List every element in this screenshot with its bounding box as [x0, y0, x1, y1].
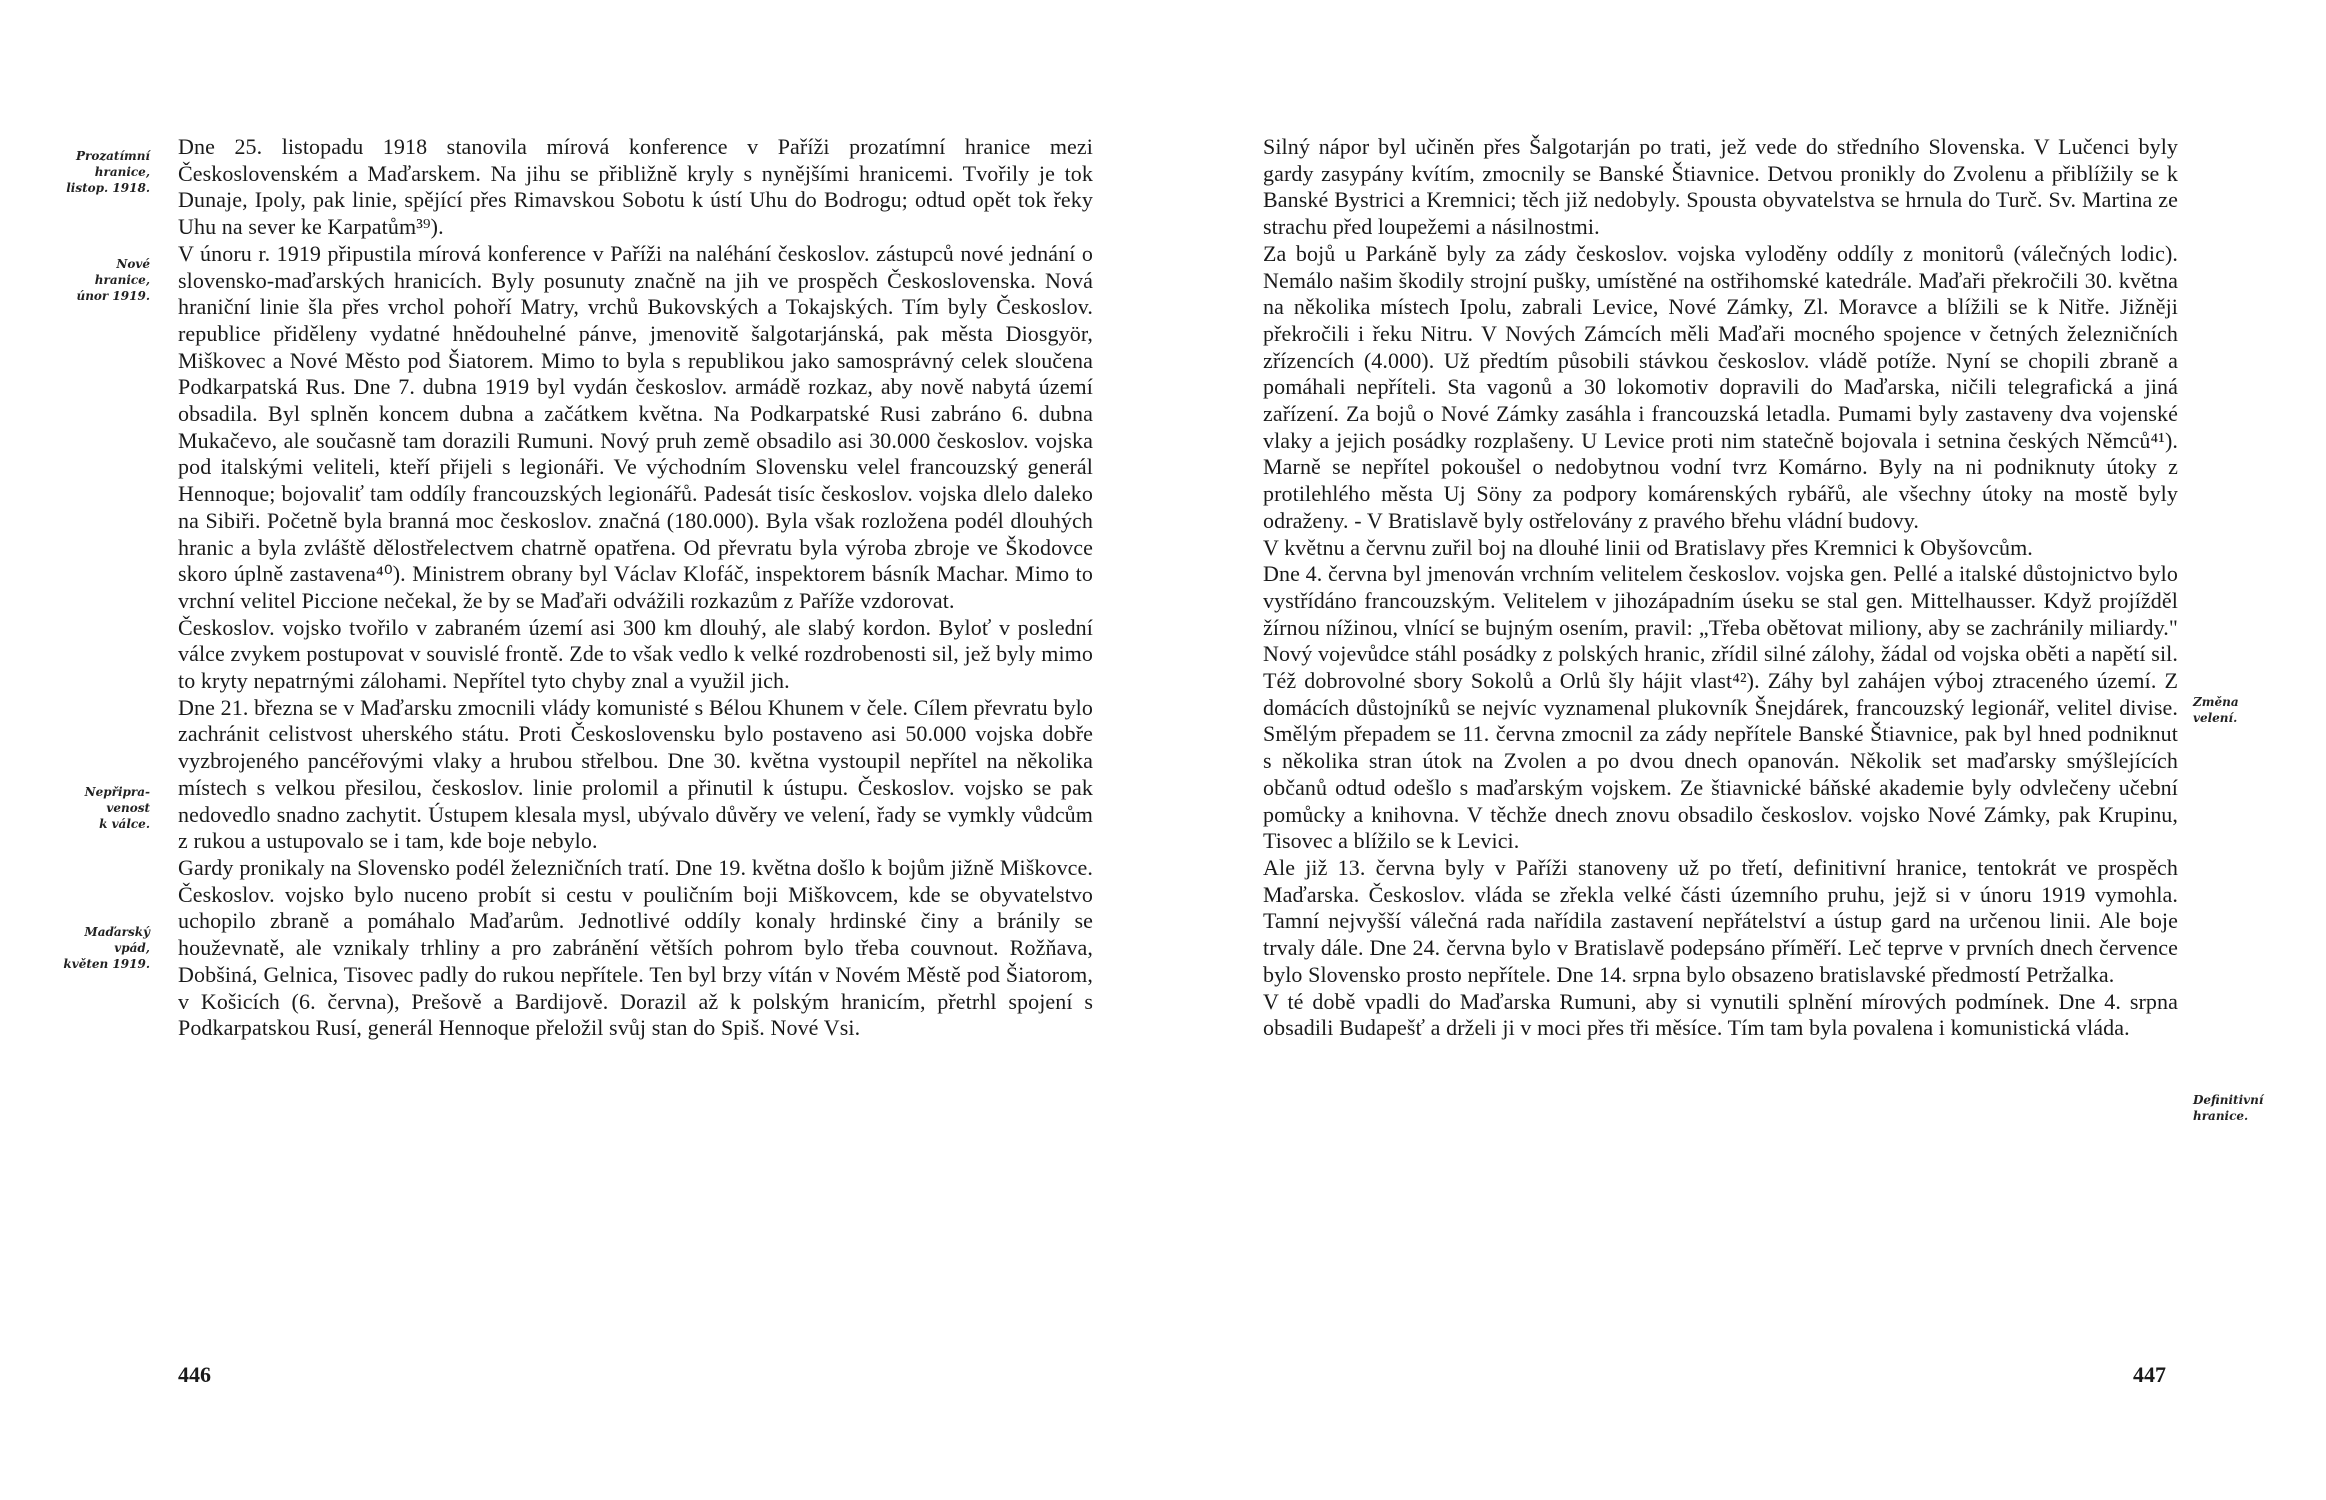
page-number: 446 [178, 1362, 211, 1387]
margin-note-provisional-borders: Prozatímní hranice, listop. 1918. [66, 149, 150, 195]
paragraph: Za bojů u Parkáně byly za zády českoslov. vojska vyloděny oddíly z monitorů (válečných lodic). Nemálo našim škodily strojní pušky, umístěné na ostřihomské katedrále. Maďaři překročili 30. května na několika místech Ipolu, zabrali Levice, Nové Zámky, Zl. Moravce a blížili se k Nitře. Jižněji překročili i řeku Nitru. V Nových Zámcích měli Maďaři mocného spojence v četných železničních zřízencích (4.000). Už předtím působili stávkou českoslov. vládě potíže. Nyní se chopili zbraně a pomáhali nepříteli. Sta vagonů a 30 lokomotiv dopravili do Maďarska, ničili telegrafická a jiná zařízení. Za bojů o Nové Zámky zasáhla i francouzská letadla. Pumami byly zastaveny dva vojenské vlaky a jejich posádky rozplašeny. U Levice proti nim statečně bojovala i setnina českých Němců⁴¹). Marně se nepřítel pokoušel o nedobytnou vodní tvrz Komárno. Byly na ni podniknuty útoky z protilehlého města Uj Söny za podpory komárenských rybářů, ale všechny útoky na mostě byly odraženy. - V Bratislavě byly ostřelovány z pravého břehu vládní budovy. [1263, 240, 2178, 533]
paragraph: Českoslov. vojsko tvořilo v zabraném území asi 300 km dlouhý, ale slabý kordon. Byloť v poslední válce zvykem postupovat v souvislé frontě. Zde to však vedlo k velké rozdrobenosti sil, jež byly mimo to kryty nepatrnými zálohami. Nepřítel tyto chyby znal a využil jich. [178, 614, 1093, 694]
margin-note-hungarian-invasion: Maďarský vpád, květen 1919. [63, 925, 150, 971]
paragraph: Dne 21. března se v Maďarsku zmocnili vlády komunisté s Bélou Khunem v čele. Cílem převratu bylo zachránit celistvost uherského státu. Proti Československu bylo postaveno asi 50.000 vojska dobře vyzbrojeného pancéřovými vlaky a hrubou střelbou. Dne 30. května vystoupil nepřítel na několika místech s velkou přesilou, českoslov. linie prolomil a přinutil k ústupu. Českoslov. vojsko se pak nedovedlo snadno zachytit. Ústupem klesala mysl, ubývalo důvěry ve velení, řady se vymkly vůdcům z rukou a ustupovalo se i tam, kde boje nebylo. [178, 694, 1093, 854]
right-page [1163, 0, 2326, 1500]
paragraph: Silný nápor byl učiněn přes Šalgotarján po trati, jež vede do středního Slovenska. V Lučenci byly gardy zasypány kvítím, zmocnily se Banské Štiavnice. Detvou pronikly do Zvolenu a přiblížily se k Banské Bystrici a Kremnici; těch již nedobyly. Spousta obyvatelstva se hrnula do Turč. Sv. Martina ze strachu před loupežemi a násilnostmi. [1263, 134, 2178, 240]
paragraph: Dne 4. června byl jmenován vrchním velitelem českoslov. vojska gen. Pellé a italské důstojnictvo bylo vystřídáno francouzským. Velitelem v jihozápadním úseku se stal gen. Mittelhausser. Když projížděl žírnou nížinou, vlnící se bujným osením, pravil: „Třeba obětovat miliony, aby se zachránily miliardy." Nový vojevůdce stáhl posádky z polských hranic, zřídil silné zálohy, žádal od vojska oběti a napětí sil. Též dobrovolné sbory Sokolů a Orlů šly hájit vlast⁴²). Záhy byl zahájen výboj ztraceného území. Z domácích důstojníků se nejvíc vyznamenal plukovník Šnejdárek, francouzský legionář, velitel divise. Smělým přepadem se 11. června zmocnil za zády nepřítele Banské Štiavnice, pak byl hned podniknut s několika stran útok na Zvolen a po dvou dnech opanován. Několik set maďarsky smýšlejících občanů odtud odešlo s maďarským vojskem. Ze štiavnické báňské akademie byly odvlečeny učební pomůcky a knihovna. V těchže dnech znovu obsadilo českoslov. vojsko Nové Zámky, pak Krupinu, Tisovec a blížilo se k Levici. [1263, 561, 2178, 854]
left-page-body [178, 134, 1093, 1042]
margin-note-definitive-borders: Definitivní hranice. [2193, 1093, 2264, 1123]
paragraph: V té době vpadli do Maďarska Rumuni, aby si vynutili splnění mírových podmínek. Dne 4. srpna obsadili Budapešť a drželi ji v moci přes tři měsíce. Tím tam byla povalena i komunistická vláda. [1263, 988, 2178, 1041]
paragraph: V únoru r. 1919 připustila mírová konference v Paříži na naléhání českoslov. zástupců nové jednání o slovensko-maďarských hranicích. Byly posunuty značně na jih ve prospěch Československa. Nová hraniční linie šla přes vrchol pohoří Matry, vrchů Bukovských a Tokajských. Tím byly Českoslov. republice přiděleny vydatné hnědouhelné pánve, jmenovitě šalgotarjánská, pak města Diosgyör, Miškovec a Nové Město pod Šiatorem. Mimo to byla s republikou jako samosprávný celek sloučena Podkarpatská Rus. Dne 7. dubna 1919 byl vydán českoslov. armádě rozkaz, aby nově nabytá území obsadila. Byl splněn koncem dubna a začátkem května. Na Podkarpatské Rusi zabráno 6. dubna Mukačevo, ale současně tam dorazili Rumuni. Nový pruh země obsadilo asi 30.000 českoslov. vojska pod italskými veliteli, kteří přijeli s legionáři. Ve východním Slovensku velel francouzský generál Hennoque; bojovaliť tam oddíly francouzských legionářů. Padesát tisíc českoslov. vojska dlelo daleko na Sibiři. Početně byla branná moc českoslov. značná (180.000). Byla však rozložena podél dlouhých hranic a byla zvláště dělostřelectvem chatrně opatřena. Od převratu byla výroba zbroje ve Škodovce skoro úplně zastavena⁴⁰). Ministrem obrany byl Václav Klofáč, inspektorem básník Machar. Mimo to vrchní velitel Piccione nečekal, že by se Maďaři odvážili rozkazům z Paříže vzdorovat. [178, 240, 1093, 613]
page-number: 447 [2133, 1362, 2166, 1387]
margin-note-unpreparedness: Nepřipra- venost k válce. [84, 785, 150, 831]
margin-note-new-borders: Nové hranice, únor 1919. [76, 257, 150, 303]
paragraph: Dne 25. listopadu 1918 stanovila mírová konference v Paříži prozatímní hranice mezi Československém a Maďarskem. Na jihu se přibližně kryly s nynějšími hranicemi. Tvořily je tok Dunaje, Ipoly, pak linie, spějící přes Rimavskou Sobotu k ústí Uhu do Bodrogu; odtud opět tok řeky Uhu na sever ke Karpatům³⁹). [178, 134, 1093, 240]
right-page-body [1263, 134, 2178, 1042]
paragraph: Gardy pronikaly na Slovensko podél železničních tratí. Dne 19. května došlo k bojům jižně Miškovce. Českoslov. vojsko bylo nuceno probít si cestu v pouličním boji Miškovcem, kde se obyvatelstvo uchopilo zbraně a pomáhalo Maďarům. Jednotlivé oddíly konaly hrdinské činy a bránily se houževnatě, ale vznikaly trhliny a pro zabránění větších pohrom bylo třeba couvnout. Rožňava, Dobšiná, Gelnica, Tisovec padly do rukou nepřítele. Ten byl brzy vítán v Novém Městě pod Šiatorom, v Košicích (6. června), Prešově a Bardijově. Dorazil až k polským hranicím, přetrhl spojení s Podkarpatskou Rusí, generál Hennoque přeložil svůj stan do Spiš. Nové Vsi. [178, 854, 1093, 1041]
paragraph: V květnu a červnu zuřil boj na dlouhé linii od Bratislavy přes Kremnici k Obyšovcům. [1263, 534, 2033, 560]
margin-note-change-of-command: Změna velení. [2193, 695, 2239, 725]
paragraph: Ale již 13. června byly v Paříži stanoveny už po třetí, definitivní hranice, tentokrát ve prospěch Maďarska. Českoslov. vláda se zřekla velké části územního pruhu, jejž si v únoru 1919 vymohla. Tamní nejvyšší válečná rada nařídila zastavení nepřátelství a ústup gard na určenou linii. Ale boje trvaly dále. Dne 24. června bylo v Bratislavě podepsáno příměří. Leč teprve v prvních dnech července bylo Slovensko prosto nepřítele. Dne 14. srpna bylo obsazeno bratislavské předmostí Petržalka. [1263, 854, 2178, 987]
